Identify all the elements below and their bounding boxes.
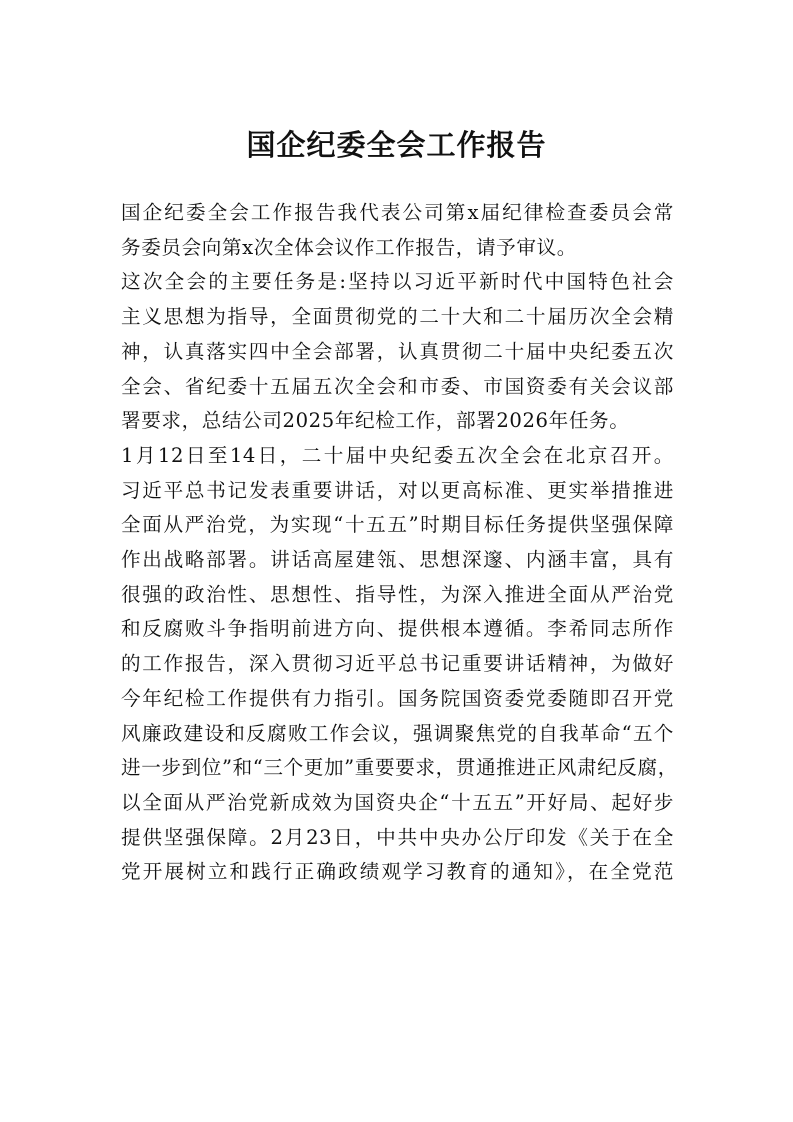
paragraph-3 [121,439,678,890]
text-line: 国企纪委全会工作报告我代表公司第x届纪律检查委员会常 [121,201,674,224]
text-line: 今年纪检工作提供有力指引。国务院国资委党委随即召开党 [121,686,674,710]
text-line: 提供坚强保障。2月23日，中共中央办公厅印发《关于在全 [121,825,674,849]
text-line: 以全面从严治党新成效为国资央企“十五五”开好局、起好步 [121,790,674,814]
text-line: 署要求，总结公司2025年纪检工作，部署2026年任务。 [121,409,630,433]
paragraph-1 [121,196,674,265]
text-line: 主义思想为指导，全面贯彻党的二十大和二十届历次全会精 [121,305,674,329]
text-line: 党开展树立和践行正确政绩观学习教育的通知》，在全党范 [121,860,674,884]
text-line: 全会、省纪委十五届五次全会和市委、市国资委有关会议部 [121,374,674,398]
text-line: 进一步到位”和“三个更加”重要要求，贯通推进正风肃纪反腐， [121,756,678,780]
text-line: 很强的政治性、思想性、指导性，为深入推进全面从严治党 [121,582,674,606]
text-line: 务委员会向第x次全体会议作工作报告，请予审议。 [121,235,577,259]
text-line: 的工作报告，深入贯彻习近平总书记重要讲话精神，为做好 [121,652,674,676]
text-line: 和反腐败斗争指明前进方向、提供根本遵循。李希同志所作 [121,617,674,641]
text-line: 风廉政建设和反腐败工作会议，强调聚焦党的自我革命“五个 [121,721,674,745]
text-line: 1月12日至14日，二十届中央纪委五次全会在北京召开。 [121,443,674,467]
document-title: 国企纪委全会工作报告 [246,128,547,162]
text-line: 习近平总书记发表重要讲话，对以更高标准、更实举措推进 [121,478,674,502]
text-line: 这次全会的主要任务是:坚持以习近平新时代中国特色社会 [121,270,674,294]
text-line: 神，认真落实四中全会部署，认真贯彻二十届中央纪委五次 [121,339,674,363]
text-line: 全面从严治党，为实现“十五五”时期目标任务提供坚强保障 [121,513,674,537]
text-line: 作出战略部署。讲话高屋建瓴、思想深邃、内涵丰富，具有 [121,548,674,572]
paragraph-2 [121,265,674,439]
document-body [121,196,678,890]
